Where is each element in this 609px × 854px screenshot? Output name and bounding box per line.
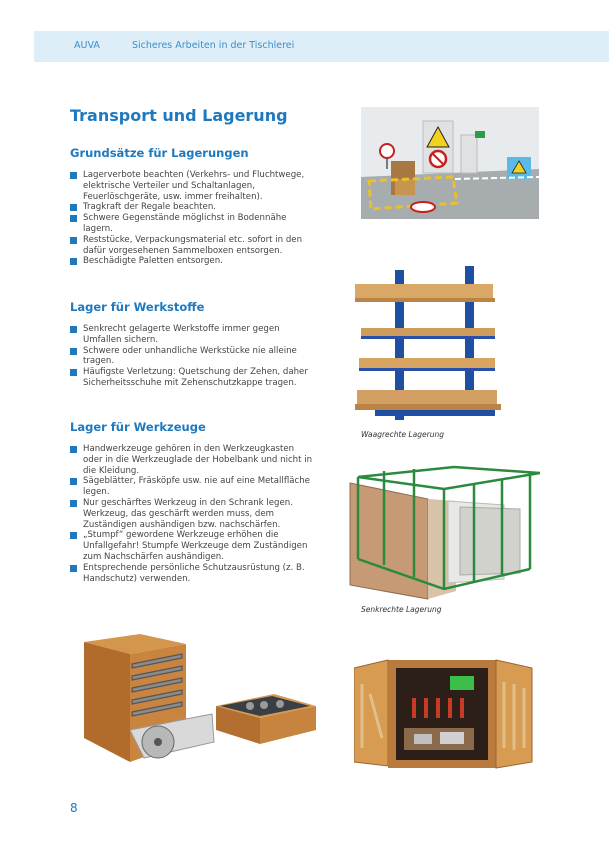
bullet-text: „Stumpf“ gewordene Werkzeuge erhöhen die Unfallgefahr! Stumpfe Werkzeuge dem Zuständigen zum Nachschärfen aushändigen. [83, 530, 308, 562]
bullet-text: Schwere oder unhandliche Werkstücke nie alleine tragen. [83, 345, 297, 367]
vertical-rack-illustration [344, 461, 540, 601]
bullet-item [70, 444, 315, 476]
bullet-text: Entsprechende persönliche Schutzausrüstung (z. B. Handschutz) verwenden. [83, 562, 305, 584]
bullet-item [70, 324, 315, 346]
safety-signs-illustration [361, 107, 539, 219]
page-number: 8 [70, 801, 78, 815]
bullet-square-icon [70, 258, 77, 265]
bullet-square-icon [70, 326, 77, 333]
bullet-item [70, 476, 315, 498]
bullet-item [70, 498, 315, 530]
bullet-text: Tragkraft der Regale beachten. [83, 202, 217, 213]
bullet-text: Sägeblätter, Fräsköpfe usw. nie auf eine Metallfläche legen. [83, 476, 310, 498]
bullet-square-icon [70, 172, 77, 179]
bullet-item [70, 563, 315, 585]
material-storage-list [70, 324, 315, 389]
header-org: AUVA [74, 40, 100, 51]
bullet-square-icon [70, 348, 77, 355]
page-header [34, 31, 609, 62]
section-title-tool-storage: Lager für Werkzeuge [70, 420, 206, 434]
tool-cabinet-illustration [354, 654, 534, 770]
page-title: Transport und Lagerung [70, 106, 288, 125]
bullet-text: Nur geschärftes Werkzeug in den Schrank legen. Werkzeug, das geschärft werden muss, dem Zuständigen aushändigen bzw. nachschärfen. [83, 497, 293, 530]
saw-blade-storage-illustration [84, 634, 324, 764]
bullet-item [70, 202, 315, 213]
bullet-square-icon [70, 369, 77, 376]
bullet-item [70, 213, 315, 235]
bullet-square-icon [70, 532, 77, 539]
section-title-material-storage: Lager für Werkstoffe [70, 300, 205, 314]
bullet-text: Lagerverbote beachten (Verkehrs- und Fluchtwege, elektrische Verteiler und Schaltanlagen, Feuerlöschgeräte, usw. immer freihalten). [83, 170, 305, 202]
bullet-square-icon [70, 565, 77, 572]
bullet-square-icon [70, 204, 77, 211]
bullet-item [70, 530, 315, 562]
horizontal-rack-illustration [355, 262, 505, 424]
tool-storage-list [70, 444, 315, 584]
caption-vertical-storage: Senkrechte Lagerung [361, 605, 442, 614]
bullet-text: Handwerkzeuge gehören in den Werkzeugkasten oder in die Werkzeuglade der Hobelbank und nicht in die Kleidung. [83, 444, 313, 476]
bullet-square-icon [70, 478, 77, 485]
caption-horizontal-storage: Waagrechte Lagerung [361, 430, 444, 439]
bullet-text: Beschädigte Paletten entsorgen. [83, 256, 223, 267]
bullet-square-icon [70, 215, 77, 222]
bullet-square-icon [70, 237, 77, 244]
bullet-text: Reststücke, Verpackungsmaterial etc. sofort in den dafür vorgesehenen Sammelboxen entsorgen. [83, 234, 303, 256]
bullet-item [70, 235, 315, 257]
storage-principles-list [70, 170, 315, 267]
bullet-text: Senkrecht gelagerte Werkstoffe immer gegen Umfallen sichern. [83, 324, 280, 345]
bullet-item [70, 256, 315, 267]
bullet-item [70, 170, 315, 202]
bullet-item [70, 367, 315, 389]
bullet-item [70, 346, 315, 368]
header-title: Sicheres Arbeiten in der Tischlerei [132, 40, 295, 51]
section-title-storage-principles: Grundsätze für Lagerungen [70, 146, 249, 160]
bullet-text: Häufigste Verletzung: Quetschung der Zehen, daher Sicherheitsschuhe mit Zehenschutzkappe tragen. [83, 367, 308, 388]
bullet-square-icon [70, 446, 77, 453]
bullet-square-icon [70, 500, 77, 507]
bullet-text: Schwere Gegenstände möglichst in Bodennähe lagern. [83, 213, 287, 234]
